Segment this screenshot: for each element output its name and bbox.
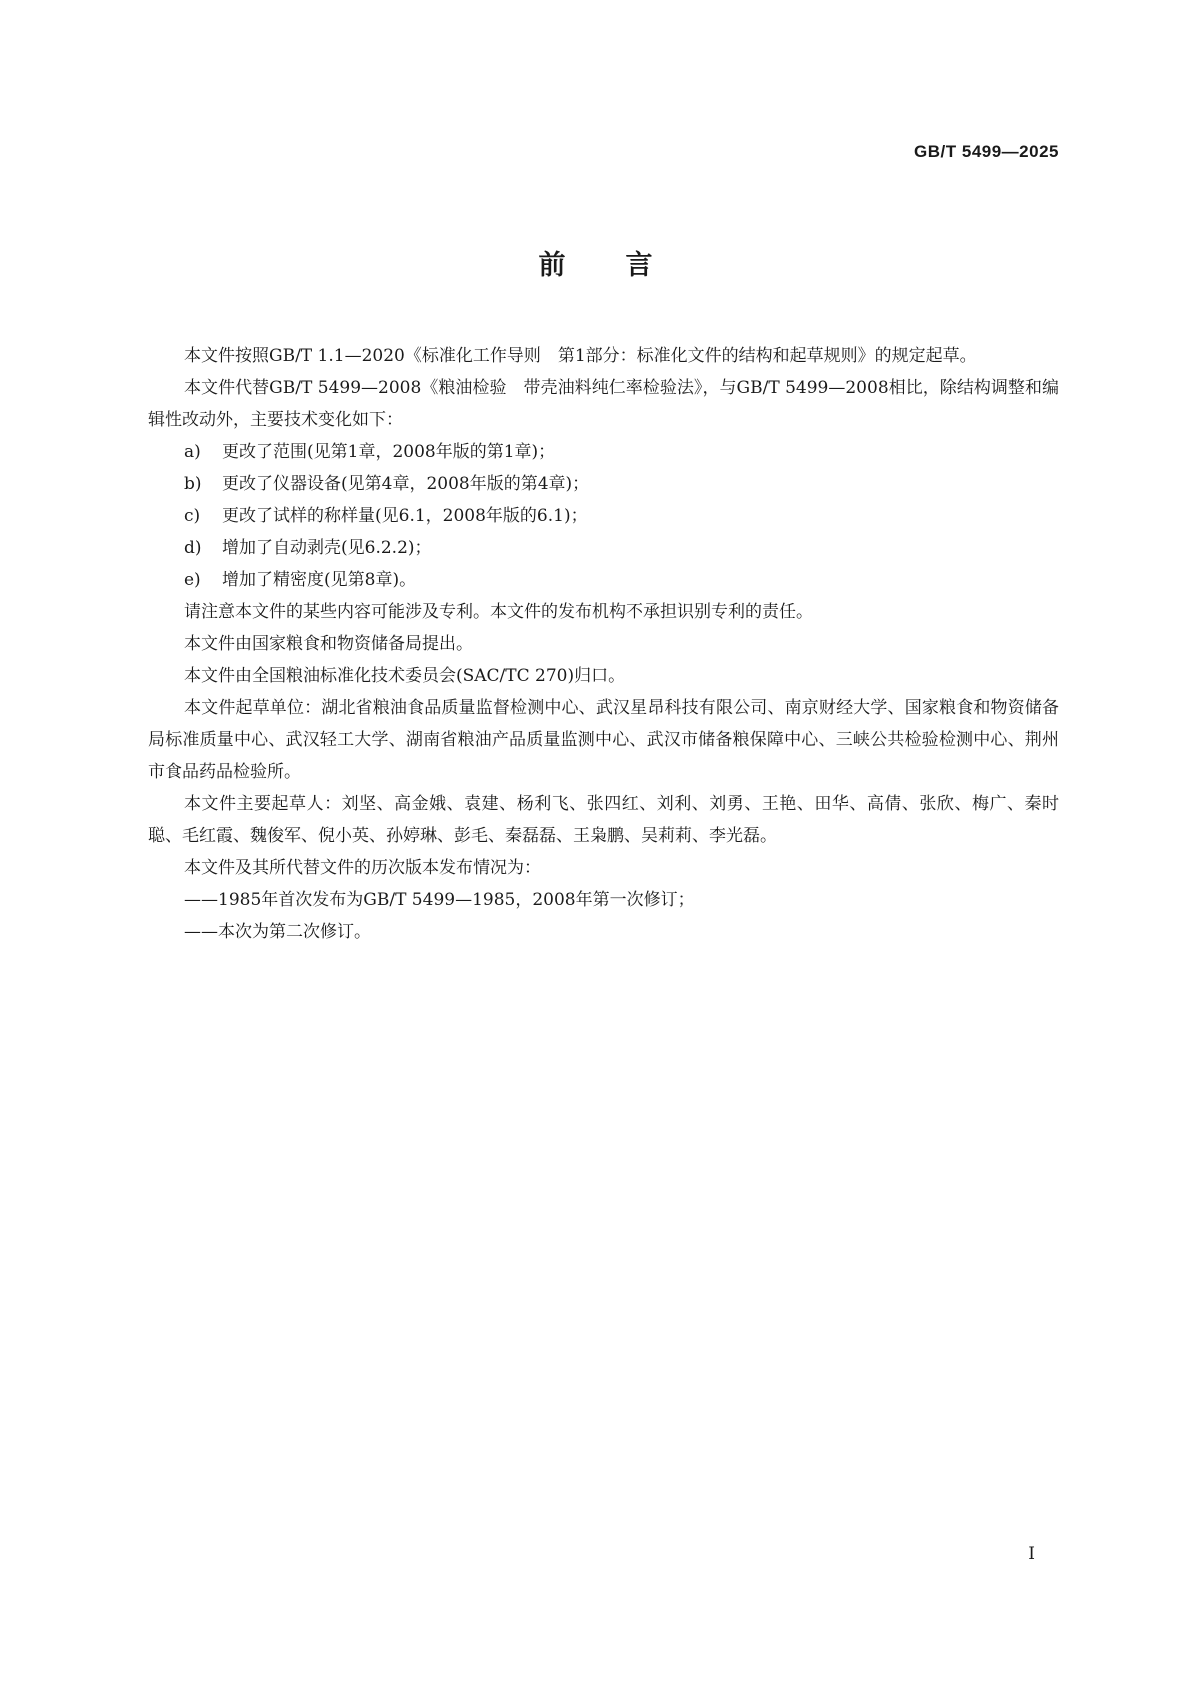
paragraph-committee: 本文件由全国粮油标准化技术委员会(SAC/TC 270)归口。 — [184, 666, 626, 686]
paragraph-proposer: 本文件由国家粮食和物资储备局提出。 — [184, 634, 473, 654]
list-marker: a) — [184, 442, 201, 462]
list-item-text: 更改了仪器设备(见第4章，2008年版的第4章)； — [222, 474, 590, 494]
list-marker: c) — [184, 506, 201, 526]
paragraph-drafters: 本文件主要起草人：刘坚、高金娥、袁建、杨利飞、张四红、刘利、刘勇、王艳、田华、高倩、张欣、梅广、秦时聪、毛红霞、魏俊军、倪小英、孙婷琳、彭毛、秦磊磊、王枭鹏、吴莉莉、李光磊。 — [148, 794, 1059, 846]
history-item: ——本次为第二次修订。 — [184, 922, 371, 942]
list-item — [148, 436, 1059, 468]
list-item-text: 增加了自动剥壳(见6.2.2)； — [222, 538, 432, 558]
paragraph-drafting-rules: 本文件按照GB/T 1.1—2020《标准化工作导则 第1部分：标准化文件的结构和起草规则》的规定起草。 — [184, 346, 977, 366]
foreword-body — [148, 340, 1059, 948]
page-title: 前言 — [538, 250, 713, 281]
list-marker: e) — [184, 570, 201, 590]
standard-number: GB/T 5499—2025 — [914, 142, 1059, 161]
list-item-text: 增加了精密度(见第8章)。 — [222, 570, 417, 590]
list-item-text: 更改了范围(见第1章，2008年版的第1章)； — [222, 442, 556, 462]
list-item — [148, 500, 1059, 532]
list-marker: b) — [184, 474, 202, 494]
list-marker: d) — [184, 538, 202, 558]
list-item-text: 更改了试样的称样量(见6.1，2008年版的6.1)； — [222, 506, 588, 526]
paragraph-patent-notice: 请注意本文件的某些内容可能涉及专利。本文件的发布机构不承担识别专利的责任。 — [184, 602, 813, 622]
page-number: I — [1028, 1544, 1035, 1564]
paragraph-drafting-units: 本文件起草单位：湖北省粮油食品质量监督检测中心、武汉星昂科技有限公司、南京财经大学、国家粮食和物资储备局标准质量中心、武汉轻工大学、湖南省粮油产品质量监测中心、武汉市储备粮保障中心、三峡公共检验检测中心、荆州市食品药品检验所。 — [148, 698, 1059, 782]
paragraph-replacement: 本文件代替GB/T 5499—2008《粮油检验 带壳油料纯仁率检验法》，与GB/T 5499—2008相比，除结构调整和编辑性改动外，主要技术变化如下： — [148, 378, 1059, 430]
paragraph-version-history: 本文件及其所代替文件的历次版本发布情况为： — [184, 858, 541, 878]
history-item: ——1985年首次发布为GB/T 5499—1985，2008年第一次修订； — [184, 890, 695, 910]
list-item — [148, 532, 1059, 564]
list-item — [148, 564, 1059, 596]
list-item — [148, 468, 1059, 500]
